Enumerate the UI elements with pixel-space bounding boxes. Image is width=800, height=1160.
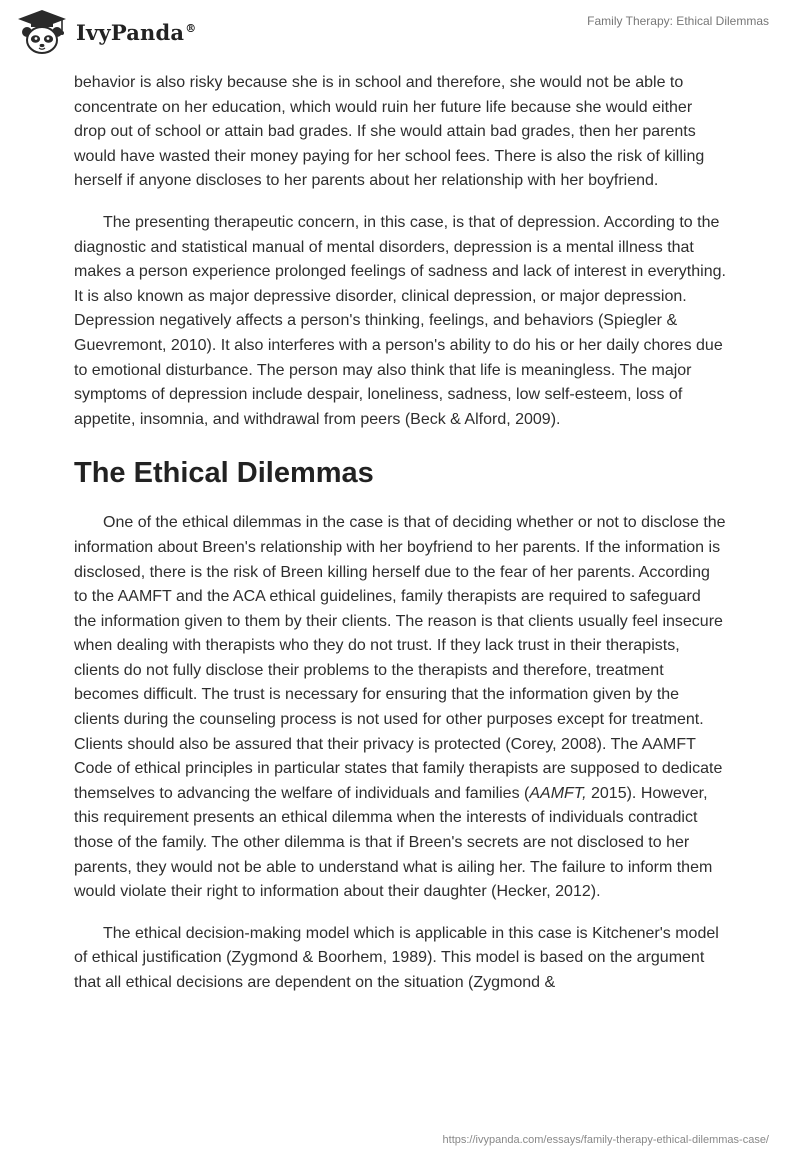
panda-graduate-icon — [14, 8, 70, 56]
paragraph-4: The ethical decision-making model which is applicable in this case is Kitchener's model of ethical justification (Zygmond & Boorhem, 1989). This model is based on the argument that all ethical decisions are dependent on the situation (Zygmond & — [74, 924, 719, 991]
ivypanda-logo[interactable] — [14, 8, 196, 56]
paragraph-3: One of the ethical dilemmas in the case is that of deciding whether or not to disclose the information about Breen's relationship with her boyfriend to her parents. If the information is disclosed, there is the risk of Breen killing herself due to the fear of her parents. According to the AAMFT and the ACA ethical guidelines, family therapists are required to safeguard the information given to them by their clients. The reason is that clients usually feel insecure when dealing with therapists who they do not trust. If they lack trust in their therapists, clients do not fully disclose their problems to the therapists and therefore, treatment becomes difficult. The trust is necessary for ensuring that the information given by the clients during the counseling process is not used for other purposes except for treatment. Clients should also be assured that their privacy is protected (Corey, 2008). The AAMFT Code of ethical principles in particular states that family therapists are supposed to dedicate themselves to advancing the welfare of individuals and families (AAMFT, 2015). However, this requirement presents an ethical dilemma when the interests of individuals contradict those of the family. The other dilemma is that if Breen's secrets are not disclosed to her parents, they would not be able to understand what is ailing her. The failure to inform them would violate their right to information about their daughter (Hecker, 2012). — [74, 514, 726, 901]
section-heading: The Ethical Dilemmas — [74, 457, 374, 490]
source-url[interactable]: https://ivypanda.com/essays/family-therapy-ethical-dilemmas-case/ — [442, 1134, 769, 1146]
brand-name: IvyPanda® — [76, 19, 197, 45]
essay-body — [74, 71, 726, 1013]
document-title: Family Therapy: Ethical Dilemmas — [587, 14, 769, 28]
paragraph-1: behavior is also risky because she is in school and therefore, she would not be able to concentrate on her education, which would ruin her future life because she would either drop out of school or attain bad grades. If she would attain bad grades, then her parents would have wasted their money paying for her school fees. There is also the risk of killing herself if anyone discloses to her parents about her relationship with her boyfriend. — [74, 74, 705, 190]
page-header — [0, 0, 800, 66]
paragraph-2: The presenting therapeutic concern, in this case, is that of depression. According to the diagnostic and statistical manual of mental disorders, depression is a mental illness that makes a person experience prolonged feelings of sadness and lack of interest in everything. It is also known as major depressive disorder, clinical depression, or major depression. Depression negatively affects a person's thinking, feelings, and behaviors (Spiegler & Guevremont, 2010). It also interferes with a person's ability to do his or her daily chores due to emotional disturbance. The person may also think that life is meaningless. The major symptoms of depression include despair, loneliness, sadness, low self-esteem, loss of appetite, insomnia, and withdrawal from peers (Beck & Alford, 2009). — [74, 213, 726, 428]
